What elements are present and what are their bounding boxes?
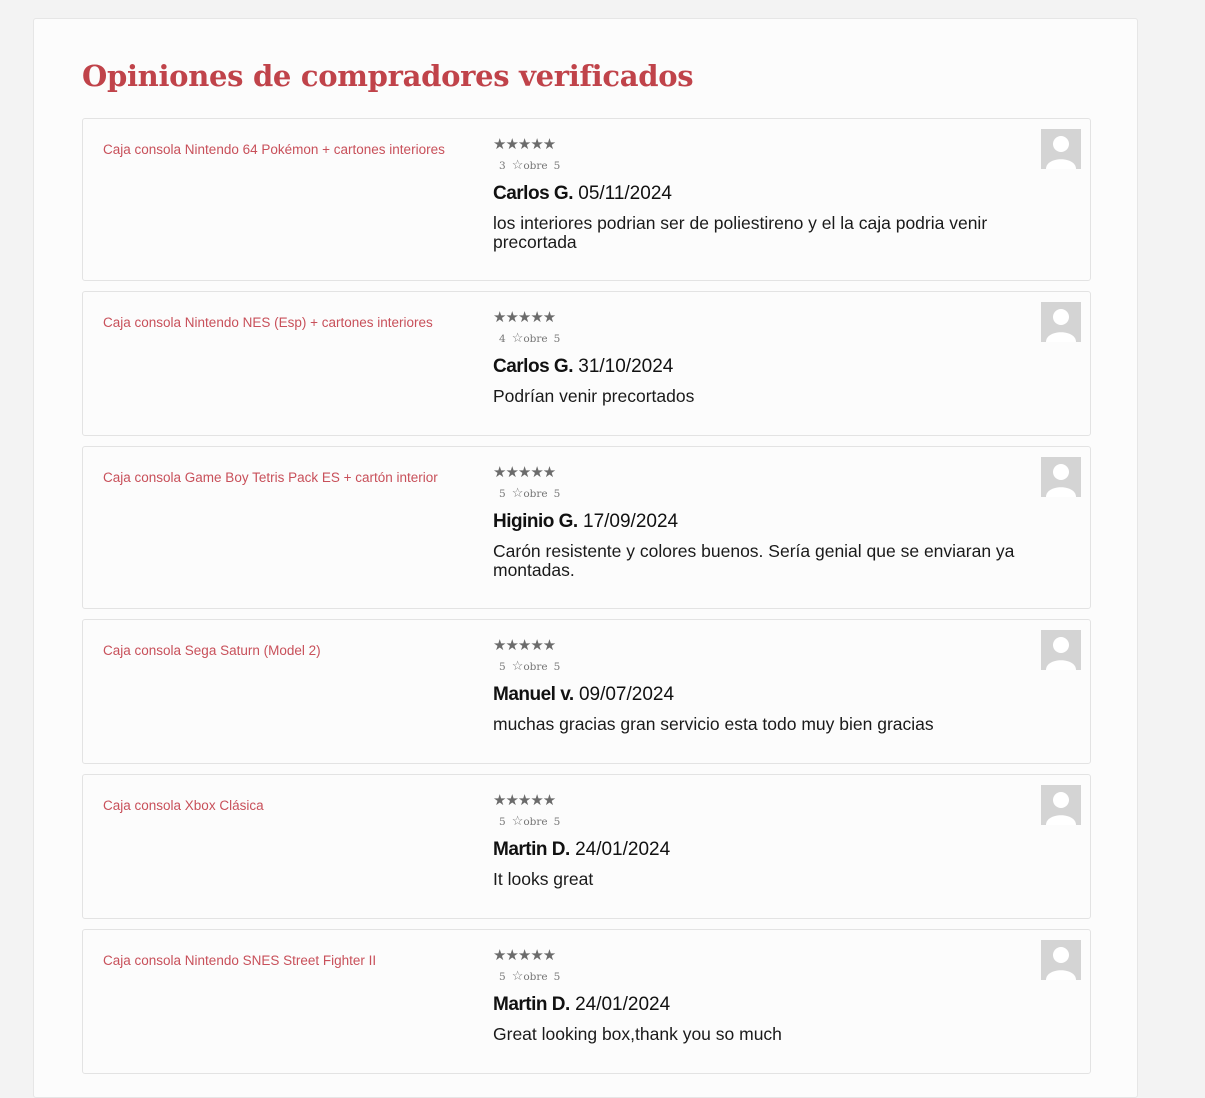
review-comment: Podrían venir precortados: [493, 386, 695, 406]
rating-max: 5: [553, 816, 561, 828]
review-comment: It looks great: [493, 869, 594, 889]
review-meta: [493, 839, 670, 861]
star-rating-icons: ★★★★★: [493, 309, 556, 326]
star-outline-icon: ☆: [511, 659, 524, 674]
star-outline-icon: ☆: [511, 331, 524, 346]
rating-text: [499, 660, 560, 674]
star-outline-icon: ☆: [511, 969, 524, 984]
star-rating-icons: ★★★★★: [493, 792, 556, 809]
rating-text: [499, 815, 560, 829]
page-title: Opiniones de compradores verificados: [82, 59, 694, 93]
review-author: Martin D.: [493, 839, 570, 860]
star-rating-icons: ★★★★★: [493, 136, 556, 153]
rating-text: [499, 159, 560, 173]
review-date: 31/10/2024: [578, 356, 674, 377]
review-card: [82, 291, 1091, 436]
review-date: 05/11/2024: [578, 183, 672, 204]
review-card: [82, 446, 1091, 609]
product-link[interactable]: Caja consola Nintendo NES (Esp) + cartones interiores: [103, 315, 433, 330]
review-author: Manuel v.: [493, 684, 574, 705]
star-rating-icons: ★★★★★: [493, 637, 556, 654]
review-comment: los interiores podrian ser de poliestireno y el la caja podria venir precortada: [493, 213, 988, 252]
avatar-icon: [1041, 630, 1081, 670]
product-link[interactable]: Caja consola Nintendo SNES Street Fighter II: [103, 953, 377, 968]
avatar-icon: [1041, 457, 1081, 497]
review-card: [82, 619, 1091, 764]
rating-max: 5: [553, 488, 561, 500]
review-author: Carlos G.: [493, 356, 573, 377]
review-meta: [493, 511, 678, 533]
product-link[interactable]: Caja consola Xbox Clásica: [103, 798, 264, 813]
review-date: 17/09/2024: [583, 511, 679, 532]
rating-word: obre: [523, 160, 548, 172]
review-card: [82, 118, 1091, 281]
review-date: 24/01/2024: [575, 994, 671, 1015]
avatar-icon: [1041, 129, 1081, 169]
rating-word: obre: [523, 333, 548, 345]
rating-value: 4: [499, 333, 506, 345]
rating-max: 5: [553, 661, 561, 673]
review-meta: [493, 684, 674, 706]
review-author: Higinio G.: [493, 511, 578, 532]
rating-word: obre: [523, 816, 548, 828]
rating-value: 5: [499, 971, 506, 983]
review-date: 09/07/2024: [578, 684, 675, 705]
rating-word: obre: [523, 971, 548, 983]
review-meta: [493, 183, 672, 205]
reviews-panel: [33, 18, 1138, 1098]
review-card: [82, 774, 1091, 919]
review-date: 24/01/2024: [575, 839, 671, 860]
rating-text: [499, 487, 560, 501]
star-rating-icons: ★★★★★: [493, 947, 556, 964]
review-comment: Great looking box,thank you so much: [493, 1024, 782, 1044]
rating-value: 5: [499, 816, 506, 828]
product-link[interactable]: Caja consola Nintendo 64 Pokémon + cartones interiores: [103, 142, 445, 157]
rating-text: [499, 970, 560, 984]
review-comment: Carón resistente y colores buenos. Sería genial que se enviaran ya montadas.: [493, 541, 1015, 580]
rating-value: 5: [499, 488, 506, 500]
rating-value: 5: [499, 661, 506, 673]
rating-word: obre: [523, 488, 548, 500]
review-comment: muchas gracias gran servicio esta todo muy bien gracias: [493, 714, 934, 734]
rating-max: 5: [553, 971, 561, 983]
rating-word: obre: [523, 661, 548, 673]
rating-value: 3: [499, 160, 506, 172]
review-author: Carlos G.: [493, 183, 573, 204]
star-outline-icon: ☆: [511, 158, 524, 173]
product-link[interactable]: Caja consola Game Boy Tetris Pack ES + cartón interior: [103, 470, 438, 485]
review-author: Martin D.: [493, 994, 570, 1015]
rating-text: [499, 332, 560, 346]
star-outline-icon: ☆: [511, 486, 524, 501]
review-meta: [493, 356, 673, 378]
star-outline-icon: ☆: [511, 814, 524, 829]
review-card: [82, 929, 1091, 1074]
rating-max: 5: [553, 160, 561, 172]
product-link[interactable]: Caja consola Sega Saturn (Model 2): [103, 643, 321, 658]
avatar-icon: [1041, 785, 1081, 825]
avatar-icon: [1041, 940, 1081, 980]
review-meta: [493, 994, 670, 1016]
rating-max: 5: [553, 333, 561, 345]
avatar-icon: [1041, 302, 1081, 342]
star-rating-icons: ★★★★★: [493, 464, 556, 481]
